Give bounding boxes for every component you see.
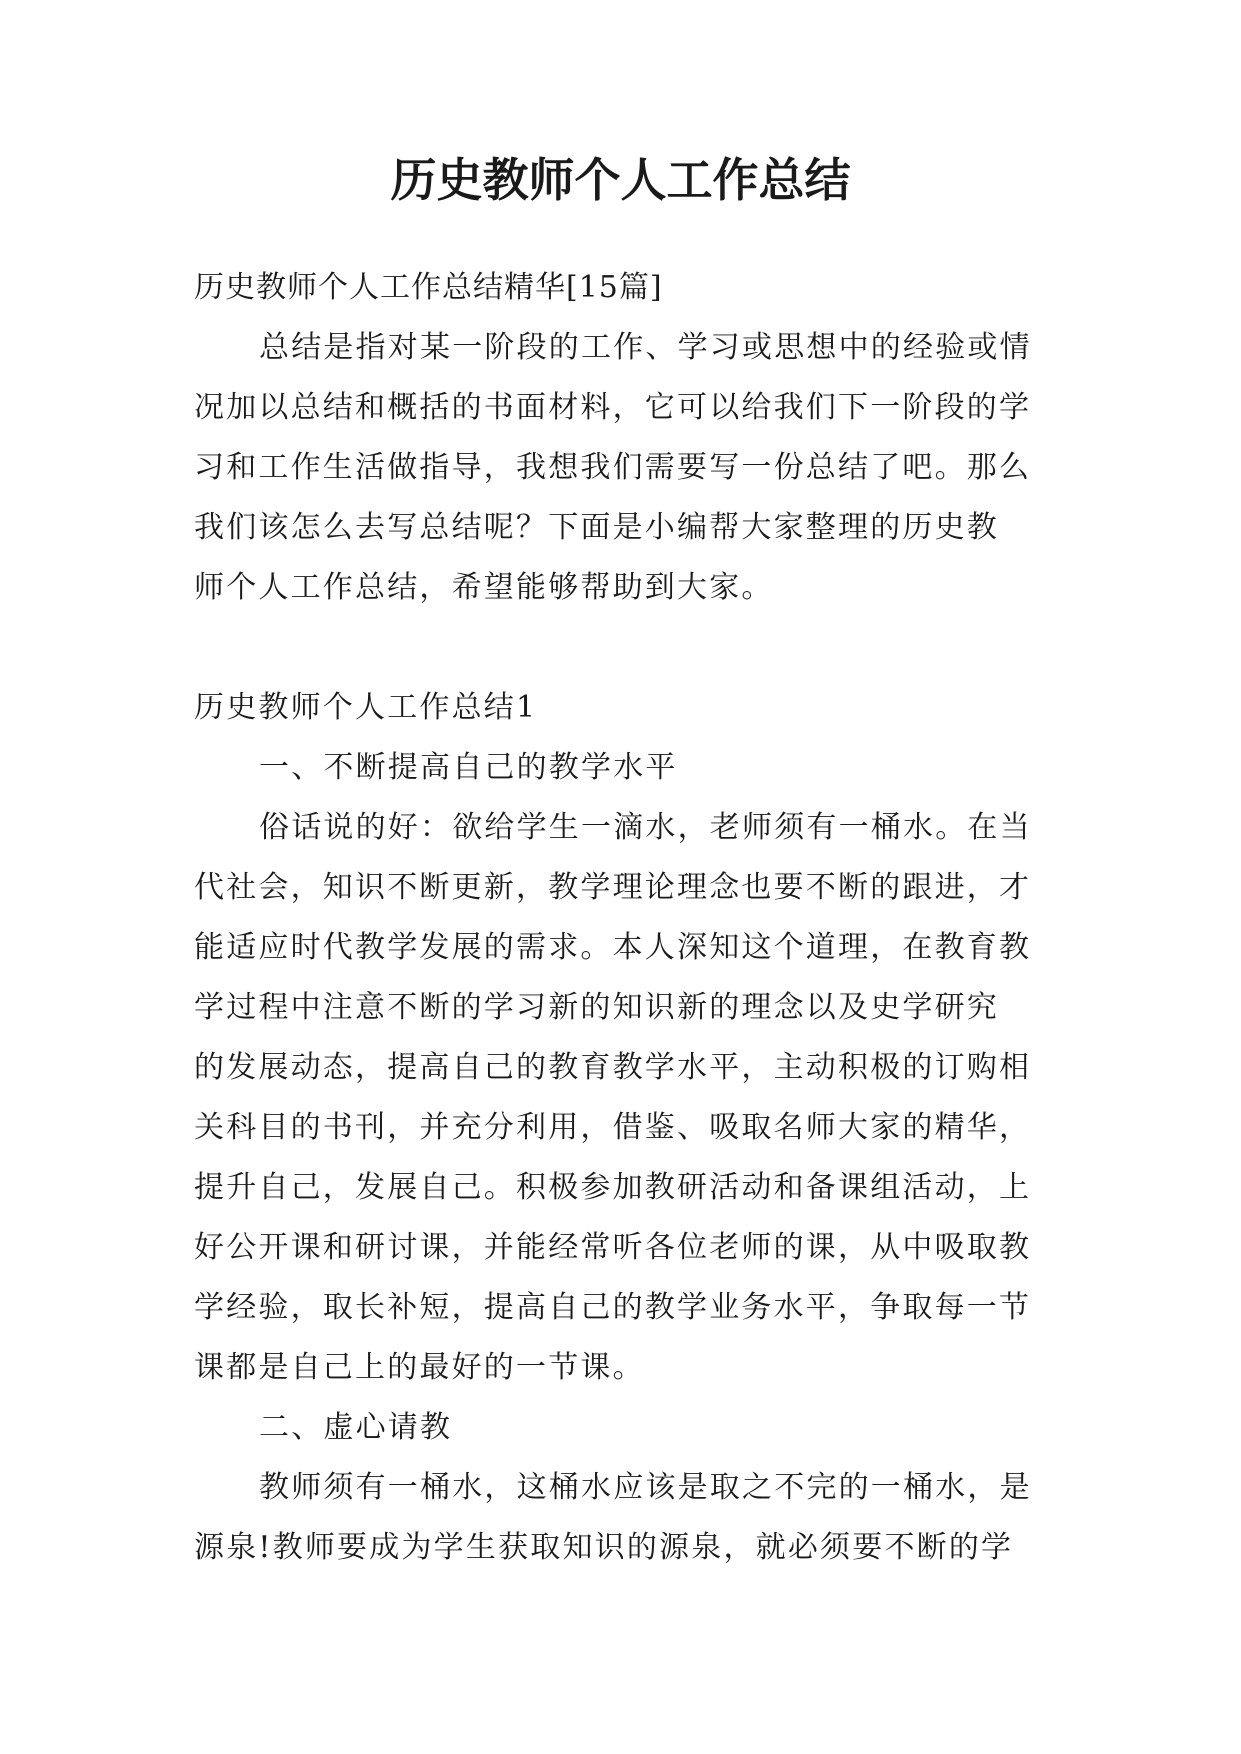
- point1-line: 的发展动态，提高自己的教育教学水平，主动积极的订购相: [194, 1050, 1032, 1085]
- point-heading: 二、虚心请教: [259, 1410, 453, 1445]
- paragraph-spacer: [194, 618, 1056, 678]
- intro-line: 况加以总结和概括的书面材料，它可以给我们下一阶段的学: [194, 390, 1032, 425]
- document-subtitle: 历史教师个人工作总结精华[15篇]: [194, 270, 663, 305]
- point1-line: 好公开课和研讨课，并能经常听各位老师的课，从中吸取教: [194, 1230, 1032, 1265]
- point-heading: 一、不断提高自己的教学水平: [259, 750, 678, 785]
- point2-line: 教师须有一桶水，这桶水应该是取之不完的一桶水，是: [259, 1470, 1032, 1505]
- section-heading: 历史教师个人工作总结1: [194, 690, 538, 725]
- intro-line: 习和工作生活做指导，我想我们需要写一份总结了吧。那么: [194, 450, 1032, 485]
- point1-line: 能适应时代教学发展的需求。本人深知这个道理，在教育教: [194, 930, 1032, 965]
- point2-line: 源泉!教师要成为学生获取知识的源泉，就必须要不断的学: [194, 1530, 1014, 1565]
- intro-line: 师个人工作总结，希望能够帮助到大家。: [194, 570, 774, 605]
- document-body: [194, 258, 1056, 1578]
- point1-line: 学经验，取长补短，提高自己的教学业务水平，争取每一节: [194, 1290, 1032, 1325]
- point1-line: 俗话说的好：欲给学生一滴水，老师须有一桶水。在当: [259, 810, 1032, 845]
- point1-line: 关科目的书刊，并充分利用，借鉴、吸取名师大家的精华，: [194, 1110, 1032, 1145]
- intro-line: 总结是指对某一阶段的工作、学习或思想中的经验或情: [259, 330, 1032, 365]
- intro-line: 我们该怎么去写总结呢？下面是小编帮大家整理的历史教: [194, 510, 999, 545]
- point1-line: 代社会，知识不断更新，教学理论理念也要不断的跟进，才: [194, 870, 1032, 905]
- point1-line: 课都是自己上的最好的一节课。: [194, 1350, 645, 1385]
- point1-line: 学过程中注意不断的学习新的知识新的理念以及史学研究: [194, 990, 999, 1025]
- point1-line: 提升自己，发展自己。积极参加教研活动和备课组活动，上: [194, 1170, 1032, 1205]
- document-title: 历史教师个人工作总结: [390, 153, 851, 207]
